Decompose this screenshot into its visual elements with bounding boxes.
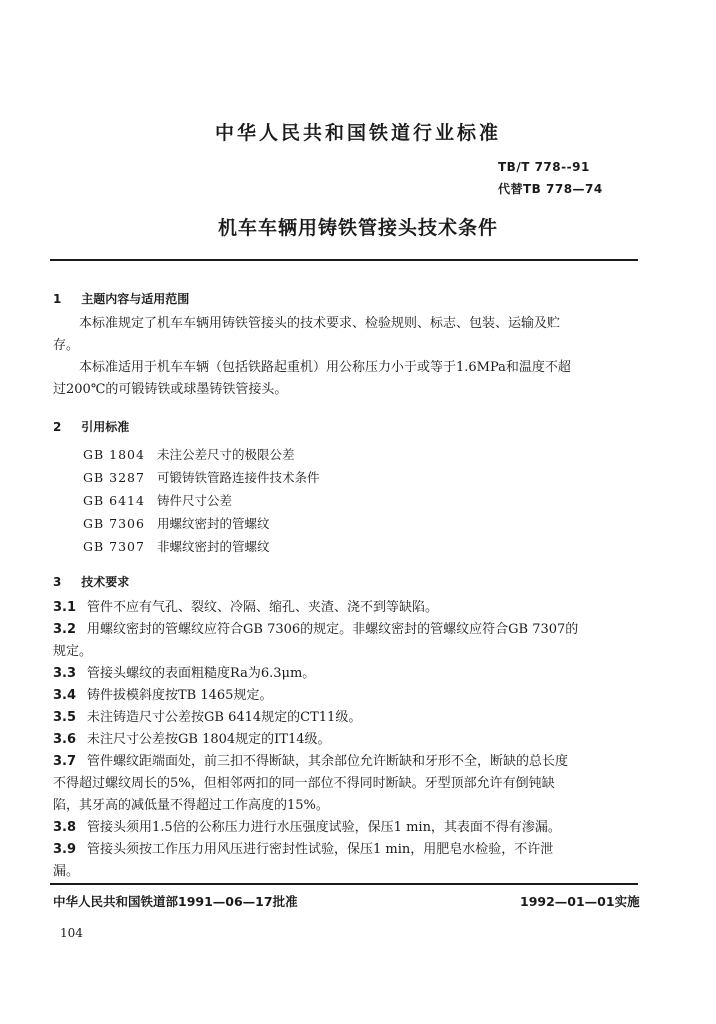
item-text: 管接头螺纹的表面粗糙度Ra为6.3μm。 — [87, 666, 316, 681]
item-number: 3.2 — [53, 622, 77, 637]
referenced-standard — [83, 491, 232, 509]
item-text: 用螺纹密封的管螺纹应符合GB 7306的规定。非螺纹密封的管螺纹应符合GB 7307的 — [87, 622, 579, 637]
item-number: 3.7 — [53, 754, 77, 769]
item-number: 3.8 — [53, 820, 77, 835]
item-number: 3.6 — [53, 732, 77, 747]
requirement-item — [53, 707, 637, 729]
standard-ref-code: GB 1804 — [83, 447, 145, 462]
section-2-heading — [53, 418, 129, 435]
section-number: 3 — [53, 575, 62, 589]
standard-ref-name: 可锻铸铁管路连接件技术条件 — [156, 470, 320, 485]
standard-ref-code: GB 3287 — [83, 470, 145, 485]
referenced-standard — [83, 468, 320, 486]
section-1-heading — [53, 290, 189, 307]
item-text-continued: 不得超过螺纹周长的5%，但相邻两扣的同一部位不得同时断缺。牙型顶部允许有倒钝缺 — [53, 776, 555, 791]
standard-ref-name: 非螺纹密封的管螺纹 — [156, 539, 270, 554]
item-number: 3.9 — [53, 842, 77, 857]
paragraph-line: 本标准适用于机车车辆（包括铁路起重机）用公称压力小于或等于1.6MPa和温度不超 — [79, 360, 571, 375]
paragraph-line: 本标准规定了机车车辆用铸铁管接头的技术要求、检验规则、标志、包装、运输及贮 — [79, 316, 561, 331]
requirement-item — [53, 729, 637, 751]
section-title: 技术要求 — [81, 575, 130, 589]
standard-ref-name: 铸件尺寸公差 — [156, 493, 232, 508]
section-number: 2 — [53, 420, 62, 434]
item-number: 3.1 — [53, 600, 77, 615]
requirement-item — [53, 619, 637, 663]
standard-ref-name: 用螺纹密封的管螺纹 — [156, 516, 270, 531]
approval-date: 中华人民共和国铁道部1991—06—17批准 — [53, 894, 298, 909]
item-text-continued: 陷，其牙高的减低量不得超过工作高度的15%。 — [53, 798, 329, 813]
item-text-continued: 规定。 — [53, 644, 93, 659]
standard-ref-name: 未注公差尺寸的极限公差 — [156, 447, 295, 462]
item-text: 未注尺寸公差按GB 1804规定的IT14级。 — [87, 732, 331, 747]
item-number: 3.4 — [53, 688, 77, 703]
item-text: 未注铸造尺寸公差按GB 6414规定的CT11级。 — [87, 710, 362, 725]
requirement-item — [53, 663, 637, 685]
effective-date: 1992—01—01实施 — [520, 894, 640, 909]
section-3-heading — [53, 573, 129, 590]
requirement-item — [53, 751, 637, 817]
section-title: 引用标准 — [81, 420, 130, 434]
referenced-standard — [83, 537, 270, 555]
footer-divider — [50, 883, 638, 885]
referenced-standard — [83, 445, 295, 463]
section-number: 1 — [53, 292, 62, 306]
standard-code: TB/T 778--91 — [498, 160, 590, 174]
item-text: 铸件拔模斜度按TB 1465规定。 — [87, 688, 273, 703]
requirement-item — [53, 597, 637, 619]
page-number: 104 — [60, 926, 83, 940]
requirement-item — [53, 817, 637, 839]
document-title: 机车车辆用铸铁管接头技术条件 — [217, 217, 498, 239]
issuing-organization: 中华人民共和国铁道行业标准 — [214, 122, 501, 144]
item-number: 3.3 — [53, 666, 77, 681]
standard-ref-code: GB 7307 — [83, 539, 145, 554]
section-title: 主题内容与适用范围 — [81, 292, 190, 306]
section-1-paragraph-2 — [53, 357, 637, 401]
item-text: 管接头须按工作压力用风压进行密封性试验，保压1 min，用肥皂水检验，不许泄 — [87, 842, 554, 857]
item-number: 3.5 — [53, 710, 77, 725]
requirement-item — [53, 685, 637, 707]
standard-ref-code: GB 6414 — [83, 493, 145, 508]
referenced-standard — [83, 514, 270, 532]
header-divider — [50, 259, 638, 261]
replaced-standard: 代替TB 778—74 — [498, 182, 603, 196]
section-1-paragraph-1 — [53, 313, 637, 357]
item-text: 管接头须用1.5倍的公称压力进行水压强度试验，保压1 min，其表面不得有渗漏。 — [87, 820, 561, 835]
item-text: 管件不应有气孔、裂纹、冷隔、缩孔、夹渣、浇不到等缺陷。 — [87, 600, 439, 615]
paragraph-line: 存。 — [53, 338, 80, 353]
item-text-continued: 漏。 — [53, 864, 80, 879]
standard-ref-code: GB 7306 — [83, 516, 145, 531]
paragraph-line: 过200℃的可锻铸铁或球墨铸铁管接头。 — [53, 382, 288, 397]
requirement-item — [53, 839, 637, 883]
item-text: 管件螺纹距端面处，前三扣不得断缺，其余部位允许断缺和牙形不全，断缺的总长度 — [87, 754, 569, 769]
